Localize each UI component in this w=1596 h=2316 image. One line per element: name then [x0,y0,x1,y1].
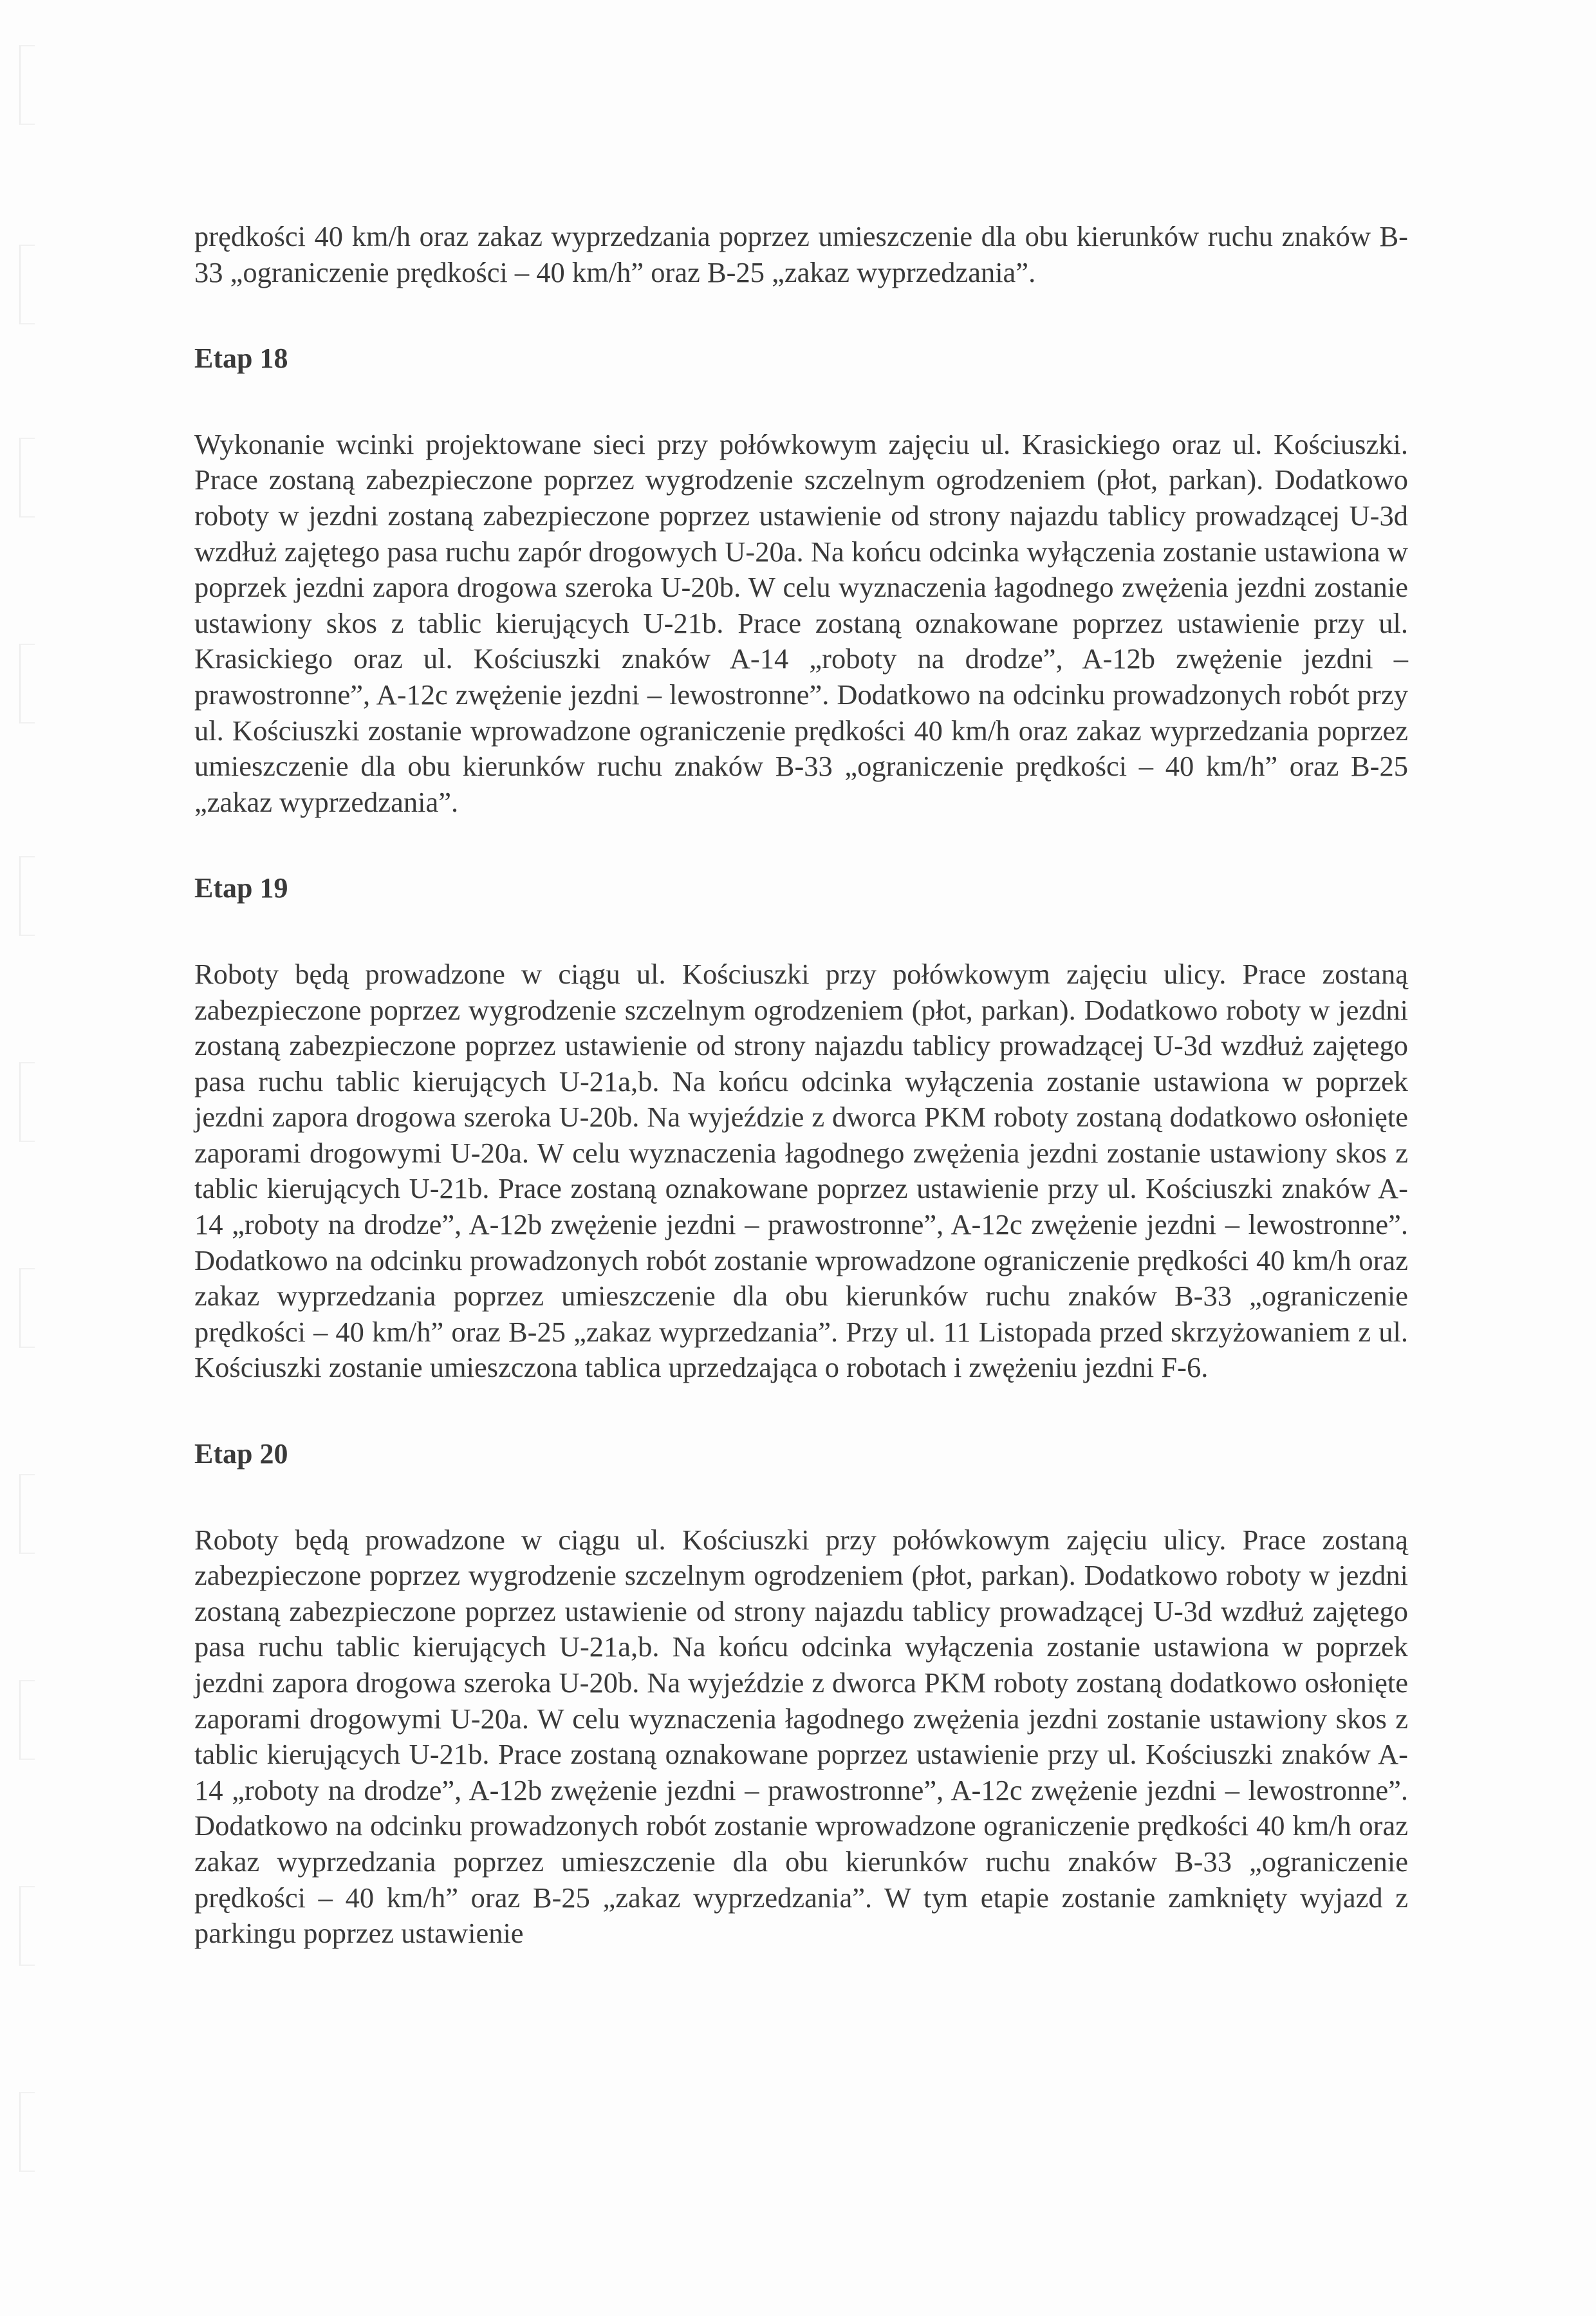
section-body-etap-18: Wykonanie wcinki projektowane sieci przy połówkowym zajęciu ul. Krasickiego oraz ul. Kościuszki. Prace zostaną zabezpieczone poprzez wygrodzenie szczelnym ogrodzeniem (płot, parkan). Dodatkowo roboty w jezdni zostaną zabezpieczone poprzez ustawienie od strony najazdu tablicy prowadzącej U-3d wzdłuż zajętego pasa ruchu zapór drogowych U-20a. Na końcu odcinka wyłączenia zostanie ustawiona w poprzek jezdni zapora drogowa szeroka U-20b. W celu wyznaczenia łagodnego zwężenia jezdni zostanie ustawiony skos z tablic kierujących U-21b. Prace zostaną oznakowane poprzez ustawienie przy ul. Krasickiego oraz ul. Kościuszki znaków A-14 „roboty na drodze”, A-12b zwężenie jezdni – prawostronne”, A-12c zwężenie jezdni – lewostronne”. Dodatkowo na odcinku prowadzonych robót przy ul. Kościuszki zostanie wprowadzone ograniczenie prędkości 40 km/h oraz zakaz wyprzedzania poprzez umieszczenie dla obu kierunków ruchu znaków B-33 „ograniczenie prędkości – 40 km/h” oraz B-25 „zakaz wyprzedzania”. [194,427,1408,818]
section-body-etap-20: Roboty będą prowadzone w ciągu ul. Kościuszki przy połówkowym zajęciu ulicy. Prace zostaną zabezpieczone poprzez wygrodzenie szczelnym ogrodzeniem (płot, parkan). Dodatkowo roboty w jezdni zostaną zabezpieczone poprzez ustawienie od strony najazdu tablicy prowadzącej U-3d wzdłuż zajętego pasa ruchu tablic kierujących U-21a,b. Na końcu odcinka wyłączenia zostanie ustawiona w poprzek jezdni zapora drogowa szeroka U-20b. Na wyjeździe z dworca PKM roboty zostaną dodatkowo osłonięte zaporami drogowymi U-20a. W celu wyznaczenia łagodnego zwężenia jezdni zostanie ustawiony skos z tablic kierujących U-21b. Prace zostaną oznakowane poprzez ustawienie przy ul. Kościuszki znaków A-14 „roboty na drodze”, A-12b zwężenie jezdni – prawostronne”, A-12c zwężenie jezdni – lewostronne”. Dodatkowo na odcinku prowadzonych robót zostanie wprowadzone ograniczenie prędkości 40 km/h oraz zakaz wyprzedzania poprzez umieszczenie dla obu kierunków ruchu znaków B-33 „ograniczenie prędkości – 40 km/h” oraz B-25 „zakaz wyprzedzania”. W tym etapie zostanie zamknięty wyjazd z parkingu poprzez ustawienie [194,1523,1408,1950]
document-body [194,219,1408,1952]
section-body-etap-19: Roboty będą prowadzone w ciągu ul. Kościuszki przy połówkowym zajęciu ulicy. Prace zostaną zabezpieczone poprzez wygrodzenie szczelnym ogrodzeniem (płot, parkan). Dodatkowo roboty w jezdni zostaną zabezpieczone poprzez ustawienie od strony najazdu tablicy prowadzącej U-3d wzdłuż zajętego pasa ruchu tablic kierujących U-21a,b. Na końcu odcinka wyłączenia zostanie ustawiona w poprzek jezdni zapora drogowa szeroka U-20b. Na wyjeździe z dworca PKM roboty zostaną dodatkowo osłonięte zaporami drogowymi U-20a. W celu wyznaczenia łagodnego zwężenia jezdni zostanie ustawiony skos z tablic kierujących U-21b. Prace zostaną oznakowane poprzez ustawienie przy ul. Kościuszki znaków A-14 „roboty na drodze”, A-12b zwężenie jezdni – prawostronne”, A-12c zwężenie jezdni – lewostronne”. Dodatkowo na odcinku prowadzonych robót zostanie wprowadzone ograniczenie prędkości 40 km/h oraz zakaz wyprzedzania poprzez umieszczenie dla obu kierunków ruchu znaków B-33 „ograniczenie prędkości – 40 km/h” oraz B-25 „zakaz wyprzedzania”. Przy ul. 11 Listopada przed skrzyżowaniem z ul. Kościuszki zostanie umieszczona tablica uprzedzająca o robotach i zwężeniu jezdni F-6. [194,957,1408,1384]
section-heading-etap-20: Etap 20 [194,1438,288,1470]
section-heading-etap-19: Etap 19 [194,872,288,904]
scan-edge-marks [19,26,36,2292]
intro-paragraph: prędkości 40 km/h oraz zakaz wyprzedzania poprzez umieszczenie dla obu kierunków ruchu znaków B-33 „ograniczenie prędkości – 40 km/h” oraz B-25 „zakaz wyprzedzania”. [194,220,1408,288]
section-heading-etap-18: Etap 18 [194,342,288,375]
